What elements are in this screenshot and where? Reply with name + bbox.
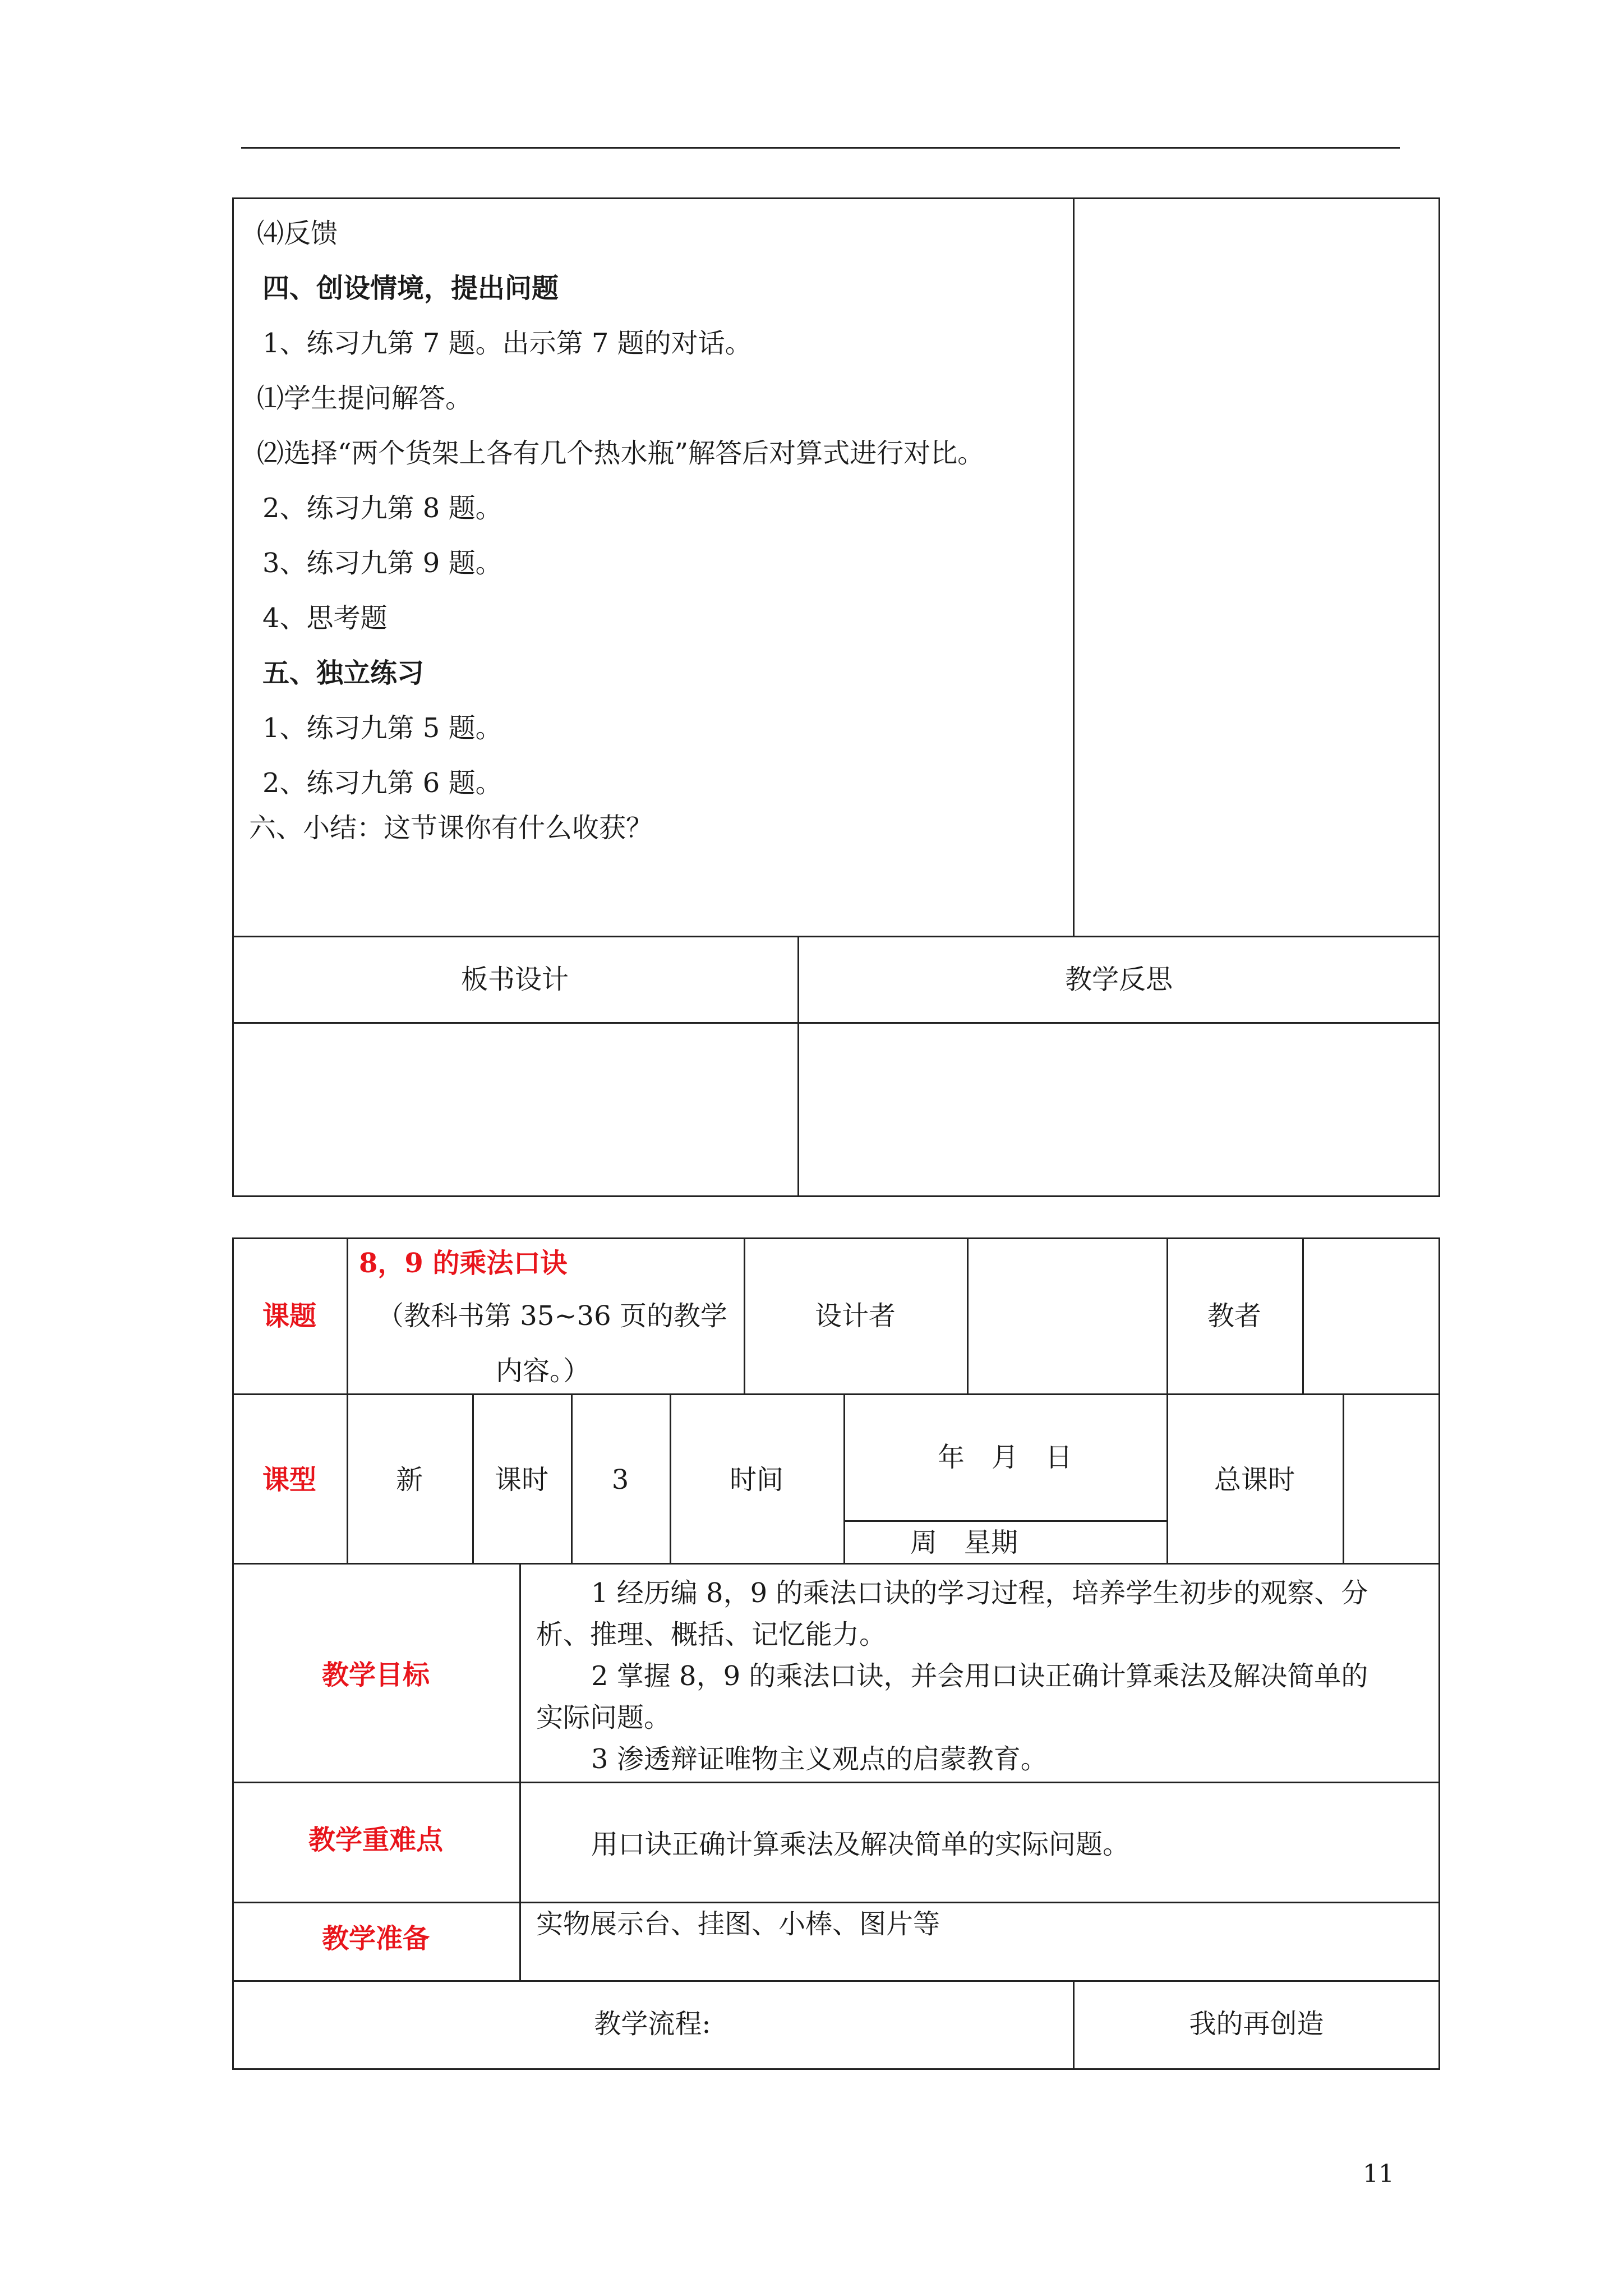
page-number: 11 — [1363, 2160, 1394, 2188]
preparation-text: 实物展示台、挂图、小棒、图片等 — [536, 1908, 940, 1940]
key-points-text: 用口诀正确计算乘法及解决简单的实际问题。 — [591, 1829, 1130, 1860]
lesson-r1-divider-d — [1166, 1237, 1168, 1564]
goal-line-5: 3 渗透辩证唯物主义观点的启蒙教育。 — [591, 1743, 1048, 1775]
week-line: 周 星期 — [910, 1527, 1018, 1558]
preparation-label: 教学准备 — [321, 1923, 430, 1954]
board-design-label: 板书设计 — [460, 964, 569, 995]
upper-summary-line: 六、小结：这节课你有什么收获？ — [249, 812, 653, 844]
lesson-row-divider-2 — [232, 1563, 1440, 1565]
goal-line-2: 析、推理、概括、记忆能力。 — [536, 1619, 887, 1650]
upper-section-heading-4: 四、创设情境，提出问题 — [262, 273, 559, 304]
upper-row-divider-2 — [232, 1022, 1440, 1024]
lesson-r1-divider-a — [347, 1237, 348, 1564]
type-value: 新 — [395, 1464, 423, 1496]
goal-line-4: 实际问题。 — [536, 1702, 671, 1733]
type-label: 课型 — [262, 1464, 316, 1496]
goals-label: 教学目标 — [321, 1659, 430, 1691]
header-rule — [241, 147, 1400, 149]
upper-line-11: 2、练习九第 6 题。 — [262, 767, 502, 799]
goal-line-1: 1 经历编 8，9 的乘法口诀的学习过程，培养学生初步的观察、分 — [591, 1577, 1368, 1609]
upper-right-column-divider — [1073, 197, 1075, 937]
key-points-label: 教学重难点 — [308, 1824, 443, 1856]
topic-title: 8，9 的乘法口诀 — [359, 1248, 568, 1279]
upper-line-1: ⑷反馈 — [257, 218, 338, 249]
lesson-label-column-divider — [519, 1563, 521, 1981]
lesson-date-split — [843, 1520, 1166, 1522]
lesson-row-divider-5 — [232, 1980, 1440, 1982]
upper-line-5: ⑵选择“两个货架上各有几个热水瓶”解答后对算式进行对比。 — [257, 438, 985, 469]
upper-line-7: 3、练习九第 9 题。 — [262, 547, 502, 579]
upper-row-divider-1 — [232, 936, 1440, 937]
period-value: 3 — [611, 1464, 629, 1496]
goal-line-3: 2 掌握 8，9 的乘法口诀，并会用口诀正确计算乘法及解决简单的 — [591, 1660, 1368, 1692]
lesson-row-divider-1 — [232, 1393, 1440, 1395]
topic-label: 课题 — [262, 1300, 316, 1332]
teacher-label: 教者 — [1207, 1300, 1261, 1332]
total-periods-label: 总课时 — [1214, 1464, 1295, 1496]
upper-section-heading-5: 五、独立练习 — [262, 657, 425, 689]
upper-line-4: ⑴学生提问解答。 — [257, 383, 473, 414]
topic-note-line-2: 内容。） — [496, 1355, 591, 1387]
my-recreation-label: 我的再创造 — [1189, 2008, 1324, 2040]
upper-line-8: 4、思考题 — [262, 602, 388, 634]
topic-note-line-1: （教科书第 35~36 页的教学 — [377, 1300, 727, 1332]
lesson-row-divider-4 — [232, 1902, 1440, 1903]
period-label: 课时 — [494, 1464, 548, 1496]
upper-line-3: 1、练习九第 7 题。出示第 7 题的对话。 — [262, 328, 752, 359]
teaching-flow-label: 教学流程: — [594, 2008, 711, 2040]
time-label: 时间 — [729, 1464, 783, 1496]
upper-line-10: 1、练习九第 5 题。 — [262, 712, 502, 744]
lesson-r1-divider-c — [967, 1237, 969, 1395]
designer-label: 设计者 — [814, 1300, 896, 1332]
lesson-r1-divider-e — [1302, 1237, 1304, 1395]
lesson-r2-divider-e — [1343, 1393, 1344, 1564]
reflection-label: 教学反思 — [1064, 964, 1173, 995]
date-line: 年 月 日 — [937, 1442, 1072, 1473]
upper-line-6: 2、练习九第 8 题。 — [262, 493, 502, 524]
lesson-row-divider-3 — [232, 1782, 1440, 1783]
